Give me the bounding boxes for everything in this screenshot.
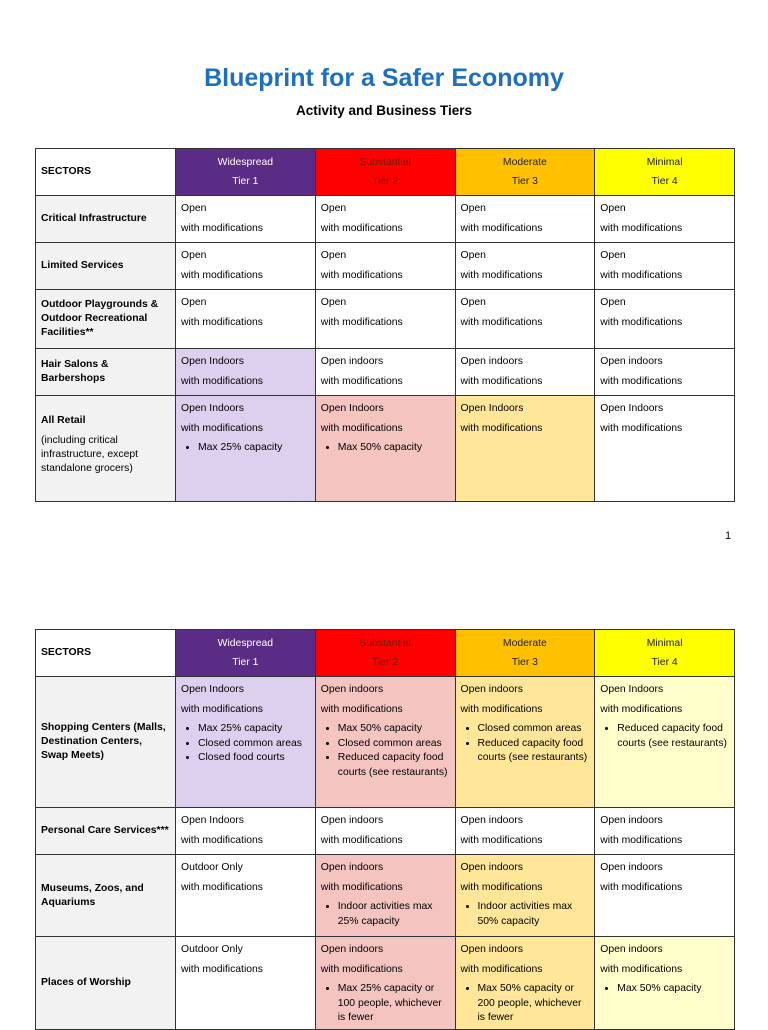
- cell-text: with modifications: [460, 376, 543, 387]
- cell-text: Open: [460, 297, 486, 308]
- cell-bullet-list: [181, 441, 310, 456]
- cell-text: with modifications: [320, 376, 403, 387]
- tier-2-cell: [315, 808, 455, 855]
- sectors-header: SECTORS: [36, 149, 176, 196]
- bullet-item: • Max 25% capacity: [198, 441, 310, 456]
- tier-number: Tier 1: [232, 176, 259, 187]
- cell-text: with modifications: [320, 704, 403, 715]
- bullet-item: • Reduced capacity food courts (see restaurants): [617, 722, 729, 751]
- sector-name: [36, 243, 176, 290]
- tier-4-cell: [595, 937, 735, 1030]
- bullet-item: • Max 50% capacity: [338, 441, 450, 456]
- cell-text: with modifications: [181, 704, 264, 715]
- bullet-item: • Indoor activities max 25% capacity: [338, 900, 450, 929]
- cell-text: Open: [600, 297, 626, 308]
- cell-text: Outdoor Only: [181, 862, 243, 873]
- tier-2-cell: [315, 937, 455, 1030]
- cell-text: with modifications: [181, 423, 264, 434]
- cell-text: Open indoors: [600, 356, 663, 367]
- tier-1-cell: [176, 196, 316, 243]
- cell-text: with modifications: [320, 223, 403, 234]
- bullet-item: • Max 50% capacity or 200 people, whichever is fewer: [478, 982, 590, 1026]
- tier-1-header: [176, 149, 316, 196]
- bullet-item: • Closed food courts: [198, 751, 310, 766]
- cell-text: Open indoors: [460, 944, 523, 955]
- tier-3-cell: [455, 937, 595, 1030]
- tier-name: Moderate: [502, 638, 547, 649]
- bullet-item: • Indoor activities max 50% capacity: [478, 900, 590, 929]
- cell-text: Open indoors: [460, 356, 523, 367]
- tier-1-header: [176, 630, 316, 677]
- cell-text: with modifications: [460, 423, 543, 434]
- cell-text: Open: [320, 203, 347, 214]
- tier-4-cell: [595, 243, 735, 290]
- tier-1-cell: [176, 937, 316, 1030]
- cell-text: Open indoors: [460, 684, 523, 695]
- cell-text: with modifications: [460, 223, 543, 234]
- cell-text: with modifications: [600, 835, 683, 846]
- tier-4-cell: [595, 196, 735, 243]
- cell-text: Open: [181, 250, 207, 261]
- tier-name: Substantial: [359, 638, 411, 649]
- cell-text: Open: [320, 250, 347, 261]
- cell-text: Open Indoors: [181, 356, 244, 367]
- sector-name: [36, 349, 176, 396]
- tier-1-cell: [176, 808, 316, 855]
- tier-3-header: [455, 630, 595, 677]
- tier-number: Tier 1: [232, 657, 259, 668]
- cell-text: Open indoors: [460, 862, 523, 873]
- cell-text: with modifications: [320, 835, 403, 846]
- cell-text: with modifications: [181, 223, 264, 234]
- tier-number: Tier 2: [372, 657, 399, 668]
- cell-text: with modifications: [181, 376, 264, 387]
- tier-2-cell: [315, 290, 455, 349]
- page-subtitle: Activity and Business Tiers: [295, 103, 473, 118]
- tier-4-cell: [595, 396, 735, 502]
- cell-text: Open indoors: [600, 944, 663, 955]
- bullet-item: • Max 50% capacity: [338, 722, 450, 737]
- cell-text: Open indoors: [320, 356, 384, 367]
- tier-number: Tier 4: [651, 176, 678, 187]
- cell-text: with modifications: [600, 882, 683, 893]
- cell-text: with modifications: [320, 423, 403, 434]
- cell-text: with modifications: [320, 270, 403, 281]
- sector-name: [36, 808, 176, 855]
- cell-bullet-list: [321, 982, 450, 1026]
- cell-text: Open: [320, 297, 347, 308]
- cell-bullet-list: [181, 722, 310, 766]
- tier-3-cell: [455, 243, 595, 290]
- cell-text: with modifications: [460, 270, 543, 281]
- bullet-item: • Max 25% capacity: [198, 722, 310, 737]
- cell-text: with modifications: [181, 882, 264, 893]
- sector-label: Hair Salons & Barbershops: [41, 359, 109, 384]
- tier-2-cell: [315, 349, 455, 396]
- tier-1-cell: [176, 677, 316, 808]
- tier-2-cell: [315, 677, 455, 808]
- tier-4-cell: [595, 855, 735, 937]
- cell-text: Open indoors: [600, 815, 663, 826]
- cell-text: Open Indoors: [181, 684, 244, 695]
- cell-text: with modifications: [460, 964, 543, 975]
- cell-text: Open: [460, 250, 486, 261]
- sector-row: [36, 855, 735, 937]
- tier-name: Moderate: [502, 157, 547, 168]
- tiers-table-2: [35, 629, 735, 1030]
- tier-4-cell: [595, 349, 735, 396]
- cell-text: Open Indoors: [181, 403, 244, 414]
- sector-name: [36, 196, 176, 243]
- tier-name: Minimal: [646, 638, 683, 649]
- bullet-item: • Max 50% capacity: [617, 982, 729, 997]
- tier-number: Tier 2: [372, 176, 399, 187]
- sector-row: [36, 396, 735, 502]
- cell-text: with modifications: [600, 704, 683, 715]
- sector-label: Limited Services: [41, 260, 124, 271]
- page-number: 1: [725, 530, 732, 542]
- cell-text: Open Indoors: [600, 403, 664, 414]
- cell-text: Open Indoors: [600, 684, 664, 695]
- sector-row: [36, 196, 735, 243]
- cell-bullet-list: [600, 722, 729, 751]
- sector-row: [36, 290, 735, 349]
- tier-4-cell: [595, 808, 735, 855]
- tier-2-cell: [315, 396, 455, 502]
- tier-1-cell: [176, 290, 316, 349]
- cell-text: with modifications: [181, 835, 264, 846]
- cell-text: Open indoors: [320, 862, 384, 873]
- sector-name: [36, 396, 176, 502]
- cell-text: Open indoors: [320, 684, 384, 695]
- sector-note: (including critical infrastructure, except standalone grocers): [41, 435, 139, 474]
- sector-label: All Retail: [41, 415, 86, 426]
- tier-3-cell: [455, 855, 595, 937]
- cell-text: Open indoors: [320, 815, 384, 826]
- cell-text: with modifications: [600, 270, 683, 281]
- cell-text: Open indoors: [460, 815, 523, 826]
- tier-number: Tier 4: [651, 657, 678, 668]
- tier-4-cell: [595, 677, 735, 808]
- header-row: [36, 630, 735, 677]
- cell-text: Open Indoors: [181, 815, 244, 826]
- tiers-table-1: [35, 148, 735, 502]
- cell-text: Open: [600, 250, 626, 261]
- cell-text: Open: [181, 203, 207, 214]
- bullet-item: • Closed common areas: [338, 737, 450, 752]
- tier-name: Widespread: [217, 157, 274, 168]
- tier-name: Widespread: [217, 638, 274, 649]
- tier-3-cell: [455, 808, 595, 855]
- cell-bullet-list: [600, 982, 729, 997]
- header-row: [36, 149, 735, 196]
- cell-text: with modifications: [600, 223, 683, 234]
- bullet-item: • Reduced capacity food courts (see restaurants): [338, 751, 450, 780]
- tier-2-cell: [315, 855, 455, 937]
- cell-text: with modifications: [600, 317, 683, 328]
- bullet-item: • Closed common areas: [478, 722, 590, 737]
- tier-number: Tier 3: [511, 657, 538, 668]
- cell-text: with modifications: [600, 964, 683, 975]
- sector-row: [36, 808, 735, 855]
- sector-label: Critical Infrastructure: [41, 213, 147, 224]
- cell-bullet-list: [461, 722, 590, 766]
- sector-label: Museums, Zoos, and Aquariums: [41, 882, 144, 908]
- tier-3-cell: [455, 290, 595, 349]
- cell-text: with modifications: [320, 964, 403, 975]
- cell-bullet-list: [461, 982, 590, 1026]
- sector-row: [36, 677, 735, 808]
- tier-2-header: [315, 630, 455, 677]
- tier-3-cell: [455, 196, 595, 243]
- tier-1-cell: [176, 855, 316, 937]
- tier-1-cell: [176, 349, 316, 396]
- sector-row: [36, 349, 735, 396]
- cell-text: with modifications: [181, 317, 264, 328]
- cell-text: Open: [460, 203, 486, 214]
- tier-1-cell: [176, 396, 316, 502]
- cell-text: Outdoor Only: [181, 944, 243, 955]
- bullet-item: • Max 25% capacity or 100 people, whichever is fewer: [338, 982, 450, 1026]
- sector-label: Places of Worship: [41, 976, 131, 988]
- cell-bullet-list: [321, 441, 450, 456]
- sector-label: Personal Care Services***: [41, 825, 169, 836]
- tier-name: Minimal: [646, 157, 683, 168]
- cell-text: with modifications: [460, 835, 543, 846]
- tier-number: Tier 3: [511, 176, 538, 187]
- sector-name: [36, 937, 176, 1030]
- cell-text: Open Indoors: [460, 403, 524, 414]
- cell-text: with modifications: [320, 317, 403, 328]
- tier-2-cell: [315, 196, 455, 243]
- cell-text: with modifications: [600, 423, 683, 434]
- sector-name: [36, 290, 176, 349]
- tier-3-cell: [455, 396, 595, 502]
- bullet-item: • Closed common areas: [198, 737, 310, 752]
- cell-bullet-list: [461, 900, 590, 929]
- sector-name: [36, 855, 176, 937]
- cell-text: Open: [181, 297, 207, 308]
- tier-name: Substantial: [359, 157, 411, 168]
- cell-text: with modifications: [181, 964, 264, 975]
- tier-4-cell: [595, 290, 735, 349]
- cell-text: with modifications: [181, 270, 264, 281]
- cell-text: with modifications: [600, 376, 683, 387]
- cell-text: with modifications: [460, 882, 543, 893]
- page-title: Blueprint for a Safer Economy: [204, 64, 564, 92]
- cell-bullet-list: [321, 722, 450, 780]
- tier-2-header: [315, 149, 455, 196]
- tier-4-header: [595, 630, 735, 677]
- tier-3-header: [455, 149, 595, 196]
- cell-text: with modifications: [320, 882, 403, 893]
- sector-row: [36, 243, 735, 290]
- cell-text: with modifications: [460, 317, 543, 328]
- bullet-item: • Reduced capacity food courts (see restaurants): [478, 737, 590, 766]
- tier-3-cell: [455, 677, 595, 808]
- cell-text: Open Indoors: [320, 403, 384, 414]
- sectors-header: SECTORS: [36, 630, 176, 677]
- sector-row: [36, 937, 735, 1030]
- cell-text: Open: [600, 203, 626, 214]
- cell-text: Open indoors: [320, 944, 384, 955]
- sector-name: [36, 677, 176, 808]
- tier-1-cell: [176, 243, 316, 290]
- tier-4-header: [595, 149, 735, 196]
- sector-label: Shopping Centers (Malls, Destination Centers, Swap Meets): [41, 722, 166, 761]
- tier-2-cell: [315, 243, 455, 290]
- cell-text: with modifications: [460, 704, 543, 715]
- sector-label: Outdoor Playgrounds & Outdoor Recreational Facilities**: [41, 299, 159, 338]
- cell-bullet-list: [321, 900, 450, 929]
- tier-3-cell: [455, 349, 595, 396]
- cell-text: Open indoors: [600, 862, 663, 873]
